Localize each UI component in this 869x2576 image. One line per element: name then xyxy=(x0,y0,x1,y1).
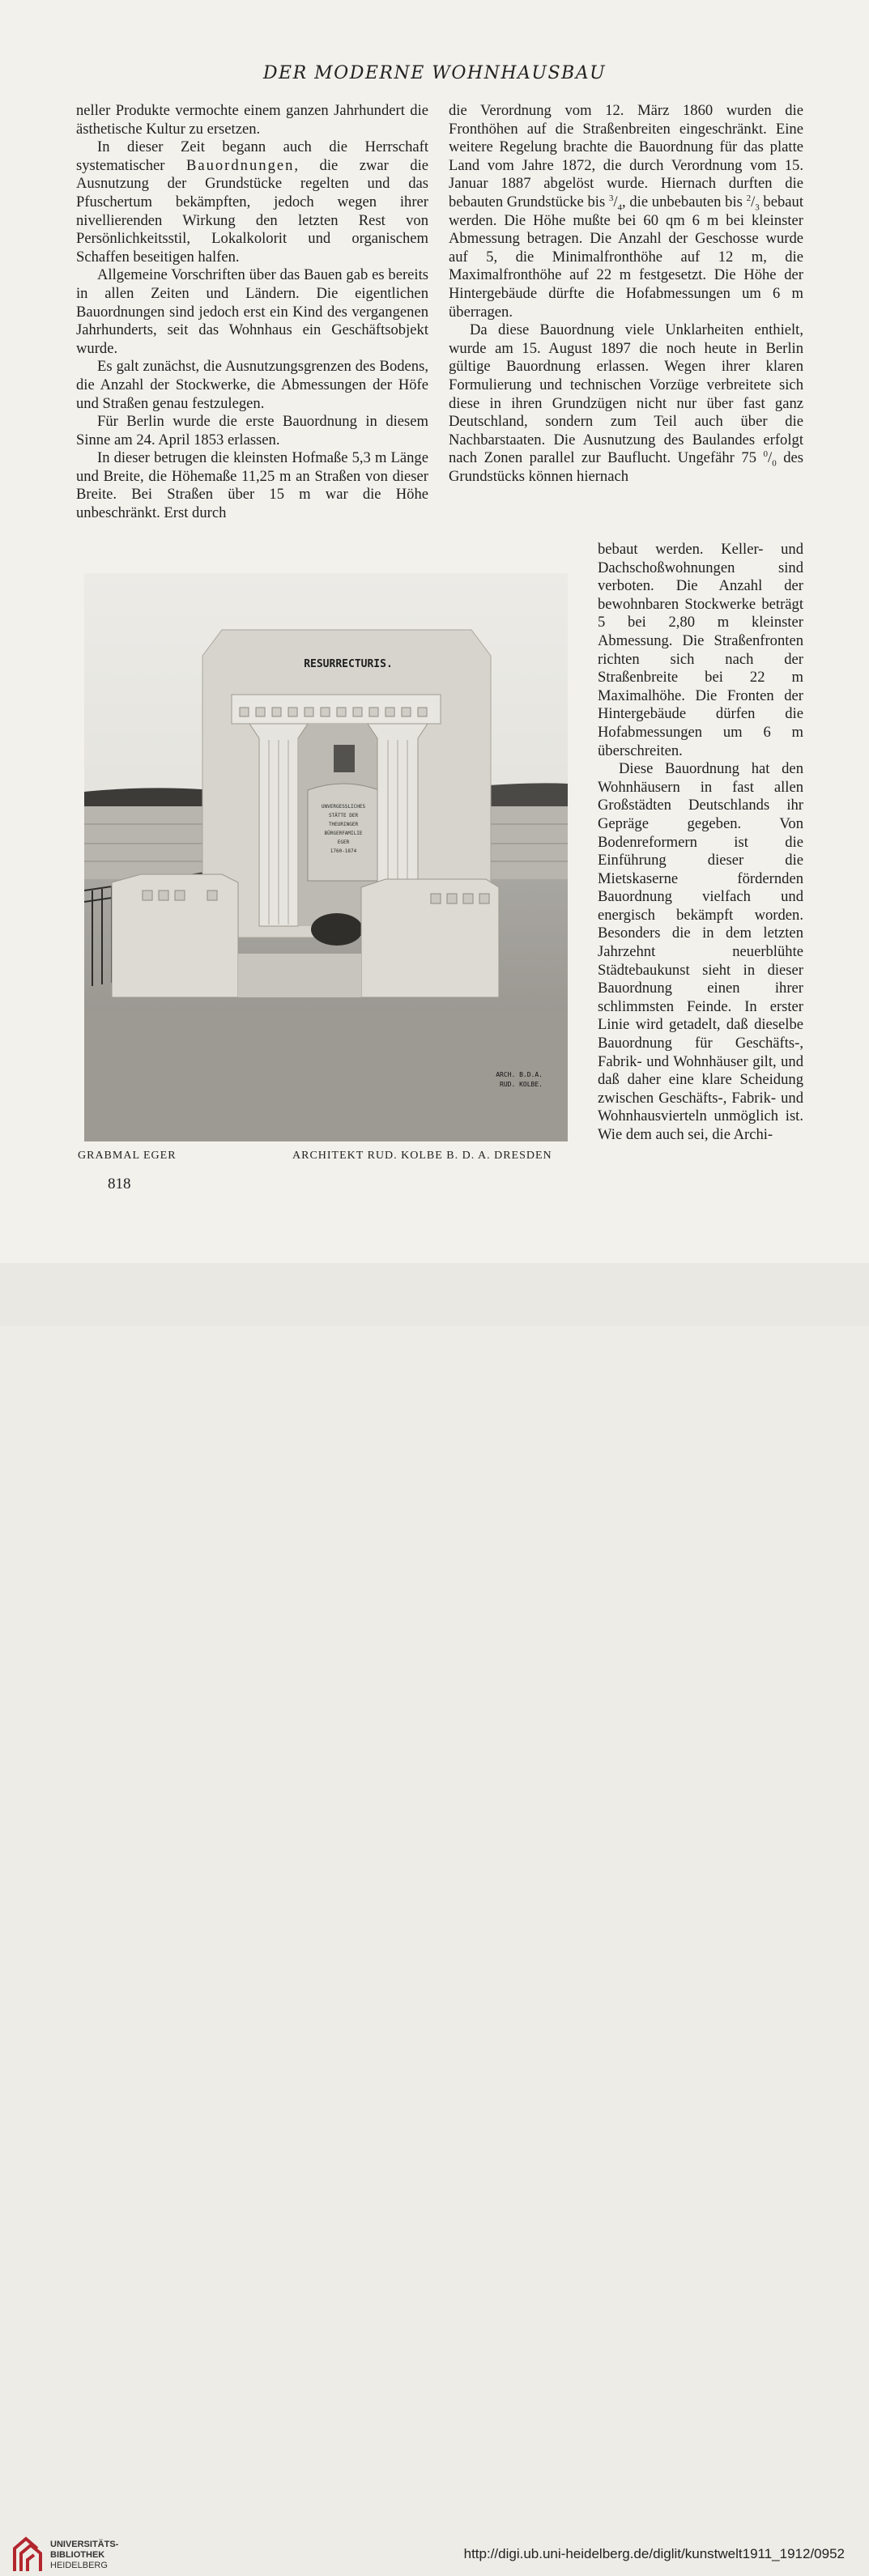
digitization-footer xyxy=(0,1263,869,2570)
photo-signature: ARCH. B.D.A. xyxy=(496,1071,543,1078)
fraction-numerator: 2 xyxy=(746,193,752,203)
plaque-line: 1760-1874 xyxy=(330,848,357,854)
source-url-link[interactable]: http://digi.ub.uni-heidelberg.de/diglit/kunstwelt1911_1912/0952 xyxy=(463,2546,845,2561)
paragraph: Es galt zunächst, die Ausnutzungsgrenzen des Bodens, die Anzahl der Stockwerke, die Abmessungen der Höfe und Straßen genau festzulegen. xyxy=(76,358,428,412)
paragraph: neller Produkte vermochte einem ganzen Jahrhundert die ästhetische Kultur zu ersetzen. xyxy=(76,102,428,138)
plaque-line: STÄTTE DER xyxy=(328,813,359,818)
library-logo-icon xyxy=(8,2536,45,2576)
text-run: , die zwar die Ausnutzung der Grundstücke regelten und das Pfuschertum bekämpften, jedoch wegen ihrer nivellierenden Wirkung den letzten Rest von Persönlichkeitsstil, Lokalkolorit und organischem Schaffen beseitigen halfen. xyxy=(76,156,428,266)
tomb-photo-drawing xyxy=(84,573,568,1141)
text-run: , die unbebauten bis xyxy=(622,193,747,210)
library-line: HEIDELBERG xyxy=(50,2561,108,2570)
paragraph: Da diese Bauordnung viele Unklarheiten enthielt, wurde am 15. August 1897 die noch heute in Berlin gültige Bauordnung erlassen. Wegen ihrer klaren Formulierung und technischen Vorzüge verbreitete sich diese in ihren Grundzügen nicht nur über fast ganz Deutschland, sondern zum Teil auch über die Nachbarstaaten. Die Ausnutzung des Baulandes erfolgt nach Zonen parallel zur Bauflucht. Ungefähr 75 $^0/_0$ des Grundstücks können hiernach xyxy=(449,321,803,485)
paragraph xyxy=(76,138,428,266)
photo-signature: RUD. KOLBE. xyxy=(500,1081,543,1088)
fraction-denominator: 4 xyxy=(617,202,623,213)
paragraph: Diese Bauordnung hat den Wohnhäusern in fast allen Großstädten Deutschlands ihr Gepräge gegeben. Von Bodenreformern ist die Einführung dieser die Mietskaserne fördernden Bauordnung vielfach und energisch bekämpft worden. Besonders die in dem letzten Jahrzehnt neuerblühte Städtebaukunst sieht in dieser Bauordnung einen ihrer schlimmsten Feinde. In erster Linie wird getadelt, daß dieselbe Bauordnung für Geschäfts-, Fabrik- und Wohnhäuser gilt, und daß daher eine klare Scheidung zwischen Geschäfts-, Fabrik- und Wohnhausvierteln unmöglich ist. Wie dem auch sei, die Archi- xyxy=(598,760,803,1143)
right-text-column xyxy=(449,102,803,486)
inscription-resurrecturis: RESURRECTURIS. xyxy=(304,658,393,670)
spaced-term: Bauordnungen xyxy=(185,156,295,174)
text-run: In dieser Zeit begann auch die Herrschaft systematischer xyxy=(76,138,428,174)
percent-numerator: 0 xyxy=(763,449,769,460)
figure-caption-credit: ARCHITEKT RUD. KOLBE B. D. A. DRESDEN xyxy=(292,1150,552,1162)
paragraph: Allgemeine Vorschriften über das Bauen gab es bereits in allen Zeiten und Ländern. Die eigentlichen Bauordnungen sind jedoch erst ein Kind des vergangenen Jahrhunderts, seit das Wohnhaus ein Geschäftsobjekt wurde. xyxy=(76,266,428,357)
plaque-line: BÜRGERFAMILIE xyxy=(324,831,363,836)
text-run: Da diese Bauordnung viele Unklarheiten enthielt, wurde am 15. August 1897 die noch heute in Berlin gültige Bauordnung erlassen. Wegen ihrer klaren Formulierung und technischen Vorzüge verbreitete sich diese in ihren Grundzügen nicht nur über fast ganz Deutschland, sondern zum Teil auch über die Nachbarstaaten. Die Ausnutzung des Baulandes erfolgt nach Zonen parallel zur Bauflucht. Ungefähr 75 xyxy=(449,321,803,467)
text-run: die Verordnung vom 12. März 1860 wurden die Fronthöhen auf die Straßenbreiten eingeschränkt. Eine weitere Regelung brachte die Bauordnung für das platte Land vom Jahre 1872, die durch Verordnung vom 15. Januar 1887 abgelöst wurde. Hiernach durften die bebauten Grundstücke bis xyxy=(449,102,803,210)
page-number: 818 xyxy=(108,1175,131,1192)
left-text-column xyxy=(76,102,428,523)
library-line: BIBLIOTHEK xyxy=(50,2550,105,2560)
paragraph: Für Berlin wurde die erste Bauordnung in diesem Sinne am 24. April 1853 erlassen. xyxy=(76,413,428,448)
fraction-denominator: 3 xyxy=(755,202,760,213)
percent-denominator: 0 xyxy=(772,459,777,469)
text-run: des Grundstücks können hiernach xyxy=(449,449,803,485)
narrow-text-column xyxy=(598,541,803,1145)
plaque-line: UNVERGESSLICHES xyxy=(321,804,366,810)
tomb-photograph xyxy=(84,573,568,1141)
paragraph: die Verordnung vom 12. März 1860 wurden die Fronthöhen auf die Straßenbreiten eingeschränkt. Eine weitere Regelung brachte die Bauordnung für das platte Land vom Jahre 1872, die durch Verordnung vom 15. Januar 1887 abgelöst wurde. Hiernach durften die bebauten Grundstücke bis $^3/_4$, die unbebauten bis $^2/_3$ bebaut werden. Die Höhe mußte bei 60 qm 6 m bei kleinster Abmessung betragen. Die Anzahl der Geschosse wurde auf 5, die Minimalfronthöhe auf 12 m, die Maximalfronthöhe auf 22 m festgesetzt. Die Höhe der Hintergebäude dürfte die Hofabmessungen um 6 m überragen. xyxy=(449,102,803,321)
paragraph: bebaut werden. Keller- und Dachschoßwohnungen sind verboten. Die Anzahl der bewohnbaren Stockwerke beträgt 5 bei 2,80 m kleinster Abmessung. Die Straßenfronten richten sich nach der Straßenbreite bei 22 m Maximalhöhe. Die Fronten der Hintergebäude dürfen die Hofabmessungen um 6 m überschreiten. xyxy=(598,541,803,759)
library-name xyxy=(50,2540,118,2571)
plaque-line: THEURINGER xyxy=(328,822,359,827)
text-run: bebaut werden. Die Höhe mußte bei 60 qm 6 m bei kleinster Abmessung betragen. Die Anzahl der Geschosse wurde auf 5, die Minimalfronthöhe auf 12 m, die Maximalfronthöhe auf 22 m festgesetzt. Die Höhe der Hintergebäude dürfte die Hofabmessungen um 6 m überragen. xyxy=(449,193,803,321)
fraction-numerator: 3 xyxy=(608,193,614,203)
running-header: DER MODERNE WOHNHAUSBAU xyxy=(262,63,607,83)
library-line: UNIVERSITÄTS- xyxy=(50,2540,119,2549)
paragraph: In dieser betrugen die kleinsten Hofmaße 5,3 m Länge und Breite, die Höhemaße 11,25 m an Straßen von dieser Breite. Bei Straßen über 15 m war die Höhe unbeschränkt. Erst durch xyxy=(76,449,428,522)
plaque-line: EGER xyxy=(337,840,350,845)
scanned-page xyxy=(0,0,869,1263)
figure-caption-title: GRABMAL EGER xyxy=(78,1150,177,1162)
